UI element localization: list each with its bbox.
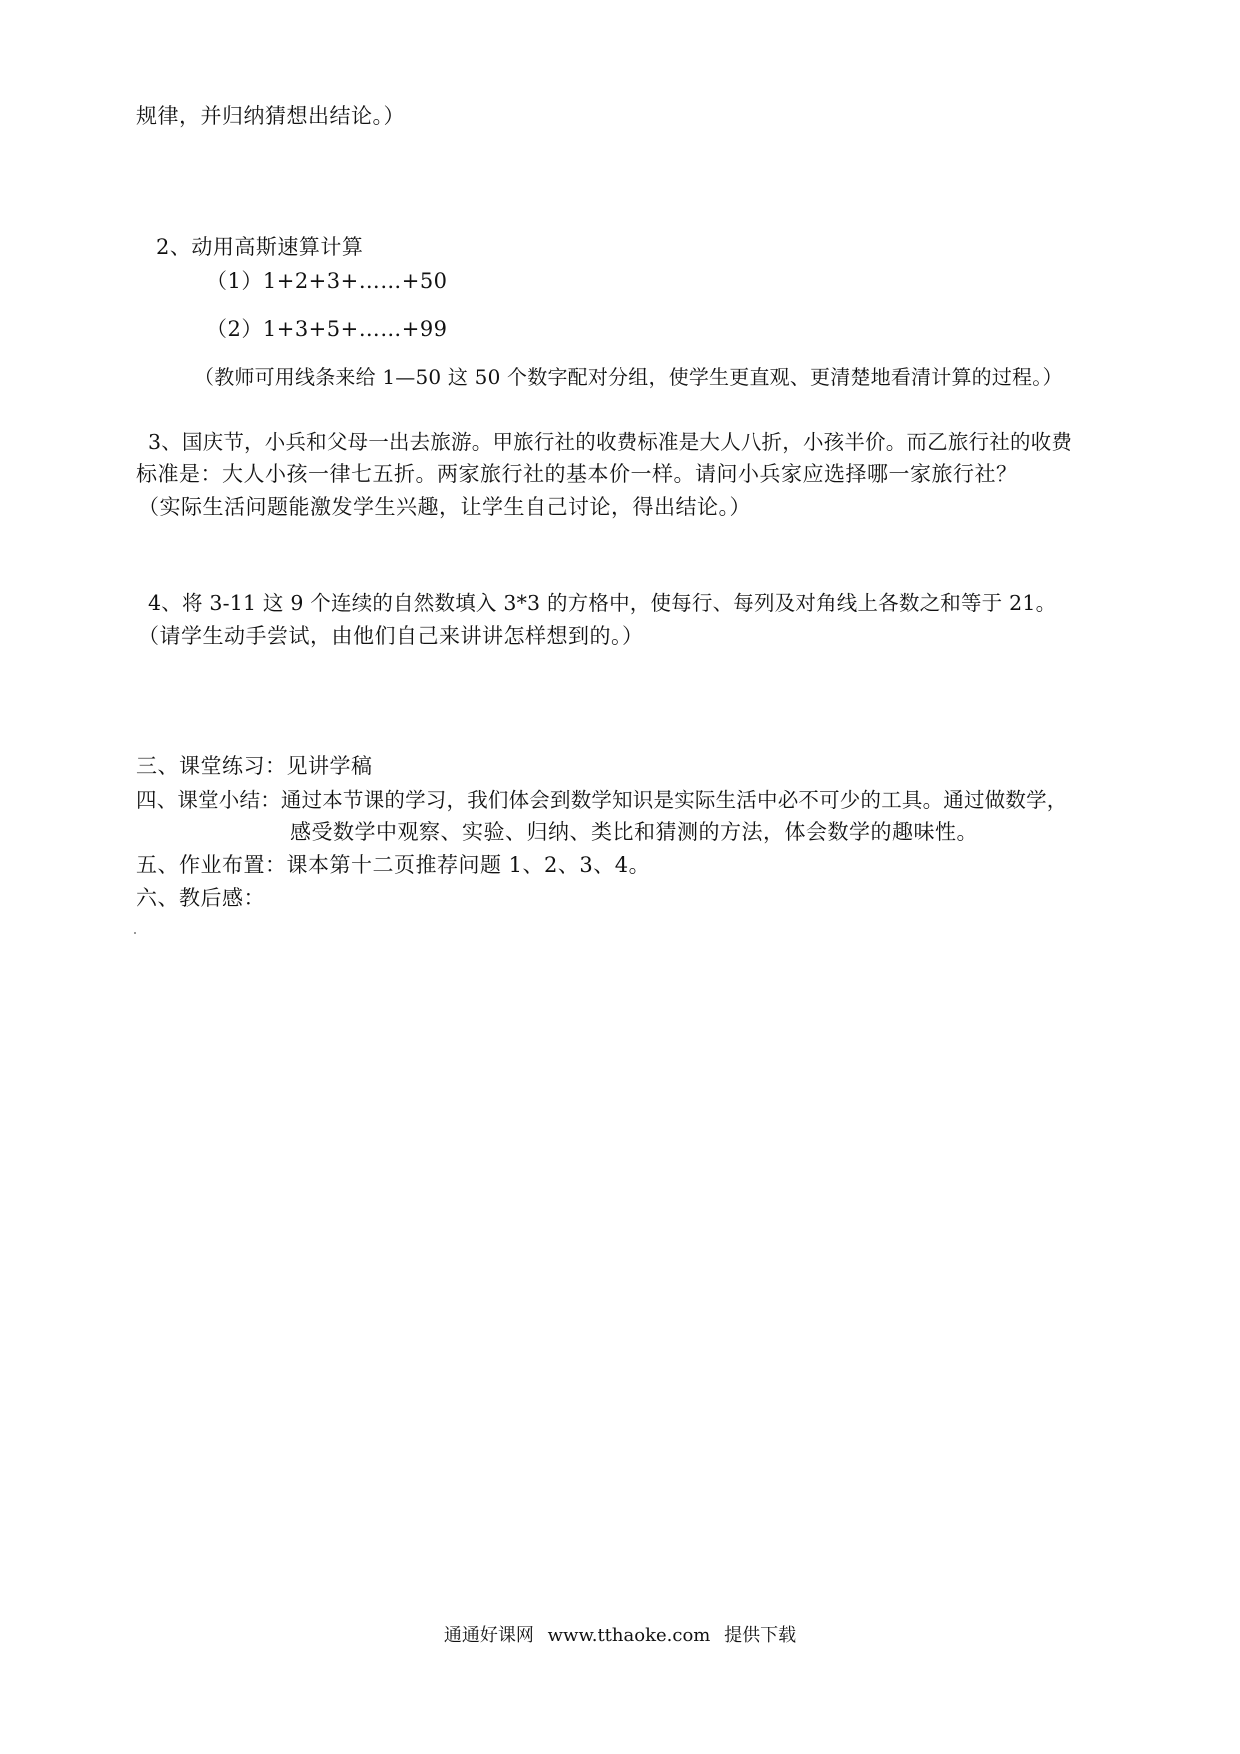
problem-2-note: （教师可用线条来给 1—50 这 50 个数字配对分组，使学生更直观、更清楚地看清计算的过程。） [194,365,1063,389]
page-footer [0,1624,1240,1648]
problem-3-note: （实际生活问题能激发学生兴趣，让学生自己讨论，得出结论。） [138,495,751,519]
section-summary-line-1: 四、课堂小结：通过本节课的学习，我们体会到数学知识是实际生活中必不可少的工具。通过做数学， [136,788,1068,812]
section-practice: 三、课堂练习：见讲学稿 [136,754,373,778]
section-reflection: 六、教后感： [136,886,265,910]
scan-speck [134,932,136,934]
footer-site-name: 通通好课网 [443,1625,534,1646]
problem-2-item-1: （1）1+2+3+……+50 [206,269,448,293]
problem-3-line-1: 3、国庆节，小兵和父母一出去旅游。甲旅行社的收费标准是大人八折，小孩半价。而乙旅行社的收费 [148,430,1073,454]
section-homework: 五、作业布置：课本第十二页推荐问题 1、2、3、4。 [136,853,651,877]
footer-suffix: 提供下载 [724,1625,797,1646]
footer-url: www.tthaoke.com [547,1625,711,1646]
problem-4-line-1: 4、将 3-11 这 9 个连续的自然数填入 3*3 的方格中，使每行、每列及对角线上各数之和等于 21。 [148,591,1057,615]
continuation-text: 规律，并归纳猜想出结论。） [136,104,405,128]
problem-2-title: 2、动用高斯速算计算 [156,235,364,259]
problem-3-line-2: 标准是：大人小孩一律七五折。两家旅行社的基本价一样。请问小兵家应选择哪一家旅行社？ [136,462,1018,486]
section-summary-line-2: 感受数学中观察、实验、归纳、类比和猜测的方法，体会数学的趣味性。 [290,820,978,844]
problem-2-item-2: （2）1+3+5+……+99 [206,317,448,341]
problem-4-note: （请学生动手尝试，由他们自己来讲讲怎样想到的。） [138,624,644,648]
